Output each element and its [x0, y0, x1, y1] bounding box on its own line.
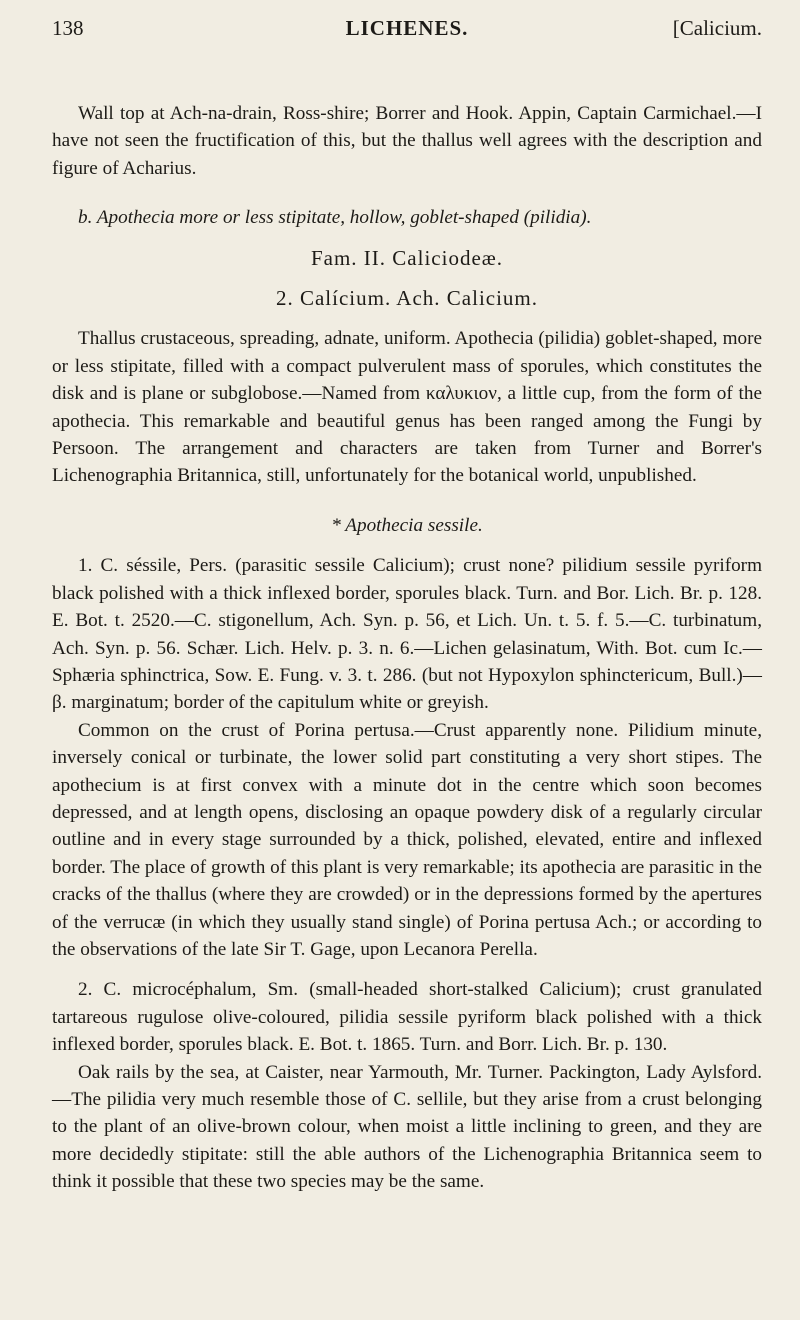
family-heading: Fam. II. Caliciodeæ. — [310, 245, 504, 270]
page-body — [52, 100, 762, 1196]
running-head — [52, 8, 762, 44]
species-1-entry: 1. C. séssile, Pers. (parasitic sessile Calicium); crust none? pilidium sessile pyriform black polished with a thick inflexed border, sporules black. Turn. and Bor. Lich. Br. p. 128. E. Bot. t. 2520.—C. stigonellum, Ach. Syn. p. 56, et Lich. Un. t. 5. f. 5.—C. turbinatum, Ach. Syn. p. 56. Schær. Lich. Helv. p. 3. n. 6.—Lichen gelasinatum, With. Bot. cum Ic.—Sphæria sphinctrica, Sow. E. Fung. v. 3. t. 286. (but not Hypoxylon sphinctericum, Bull.)—β. marginatum; border of the capitulum white or greyish. — [52, 555, 762, 714]
species-1-notes: Common on the crust of Porina pertusa.—Crust apparently none. Pilidium minute, inversely conical or turbinate, the lower solid part constituting a very short stipes. The apothecium is at first convex with a minute dot in the centre which soon becomes depressed, and at length opens, disclosing an opaque powdery disk of a regularly circular outline and in every stage surrounded by a thick, polished, elevated, entire and inflexed border. The place of growth of this plant is very remarkable; its apothecia are parasitic in the cracks of the thallus (where they are crowded) or in the depressions formed by the apertures of the verrucæ (in which they usually stand single) of Porina pertusa Ach.; or according to the observations of the late Sir T. Gage, upon Lecanora Perella. — [52, 719, 762, 960]
genus-description: Thallus crustaceous, spreading, adnate, uniform. Apothecia (pilidia) goblet-shaped, more or less stipitate, filled with a compact pulverulent mass of sporules, which constitutes the disk and is plane or subglobose.—Named from καλυκιον, a little cup, from the form of the apothecia. This remarkable and beautiful genus has been ranged among the Fungi by Persoon. The arrangement and characters are taken from Turner and Borrer's Lichenographia Britannica, still, unfortunately for the botanical world, unpublished. — [52, 328, 762, 487]
running-title: LICHENES. — [345, 16, 469, 40]
section-heading: * Apothecia sessile. — [331, 514, 483, 536]
section-label: [Calicium. — [672, 16, 762, 40]
subdivision-heading: b. Apothecia more or less stipitate, hollow, goblet-shaped (pilidia). — [78, 207, 592, 229]
page-number: 138 — [52, 16, 84, 40]
paragraph-locality: Wall top at Ach-na-drain, Ross-shire; Borrer and Hook. Appin, Captain Carmichael.—I have not seen the fructification of this, but the thallus well agrees with the description and figure of Acharius. — [52, 103, 762, 179]
species-2-entry: 2. C. microcéphalum, Sm. (small-headed short-stalked Calicium); crust granulated tartareous rugulose olive-coloured, pilidia sessile pyriform black polished with a thick inflexed border, sporules black. E. Bot. t. 1865. Turn. and Borr. Lich. Br. p. 130. — [52, 979, 762, 1056]
species-2-notes: Oak rails by the sea, at Caister, near Yarmouth, Mr. Turner. Packington, Lady Aylsford.—The pilidia very much resemble those of C. sellile, but they arise from a crust belonging to the plant of an olive-brown colour, when moist a little inclining to green, and they are more decidedly stipitate: still the able authors of the Lichenographia Britannica seem to think it possible that these two species may be the same. — [52, 1061, 762, 1193]
genus-heading: 2. Calícium. Ach. Calicium. — [275, 286, 539, 311]
